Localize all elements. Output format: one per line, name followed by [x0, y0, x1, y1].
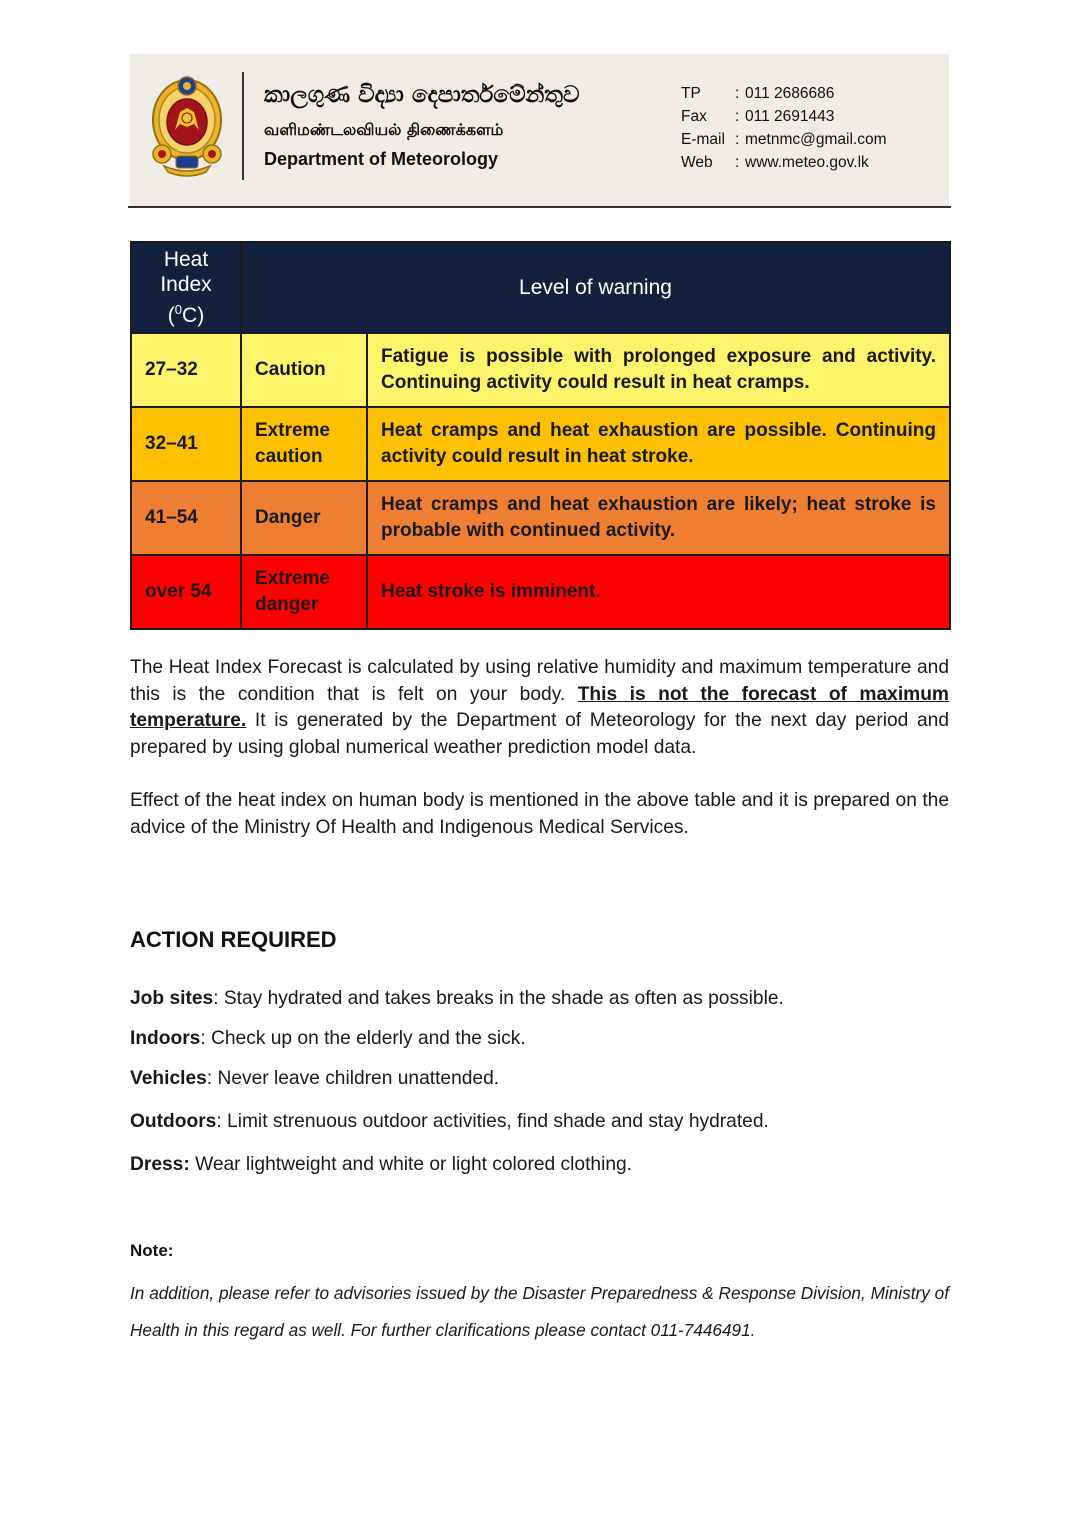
action-required-heading: ACTION REQUIRED	[130, 927, 337, 952]
action-text: Wear lightweight and white or light colored clothing.	[189, 1154, 633, 1175]
warning-level: Caution	[241, 333, 367, 407]
department-name-sinhala: කාලගුණ විද්‍යා දෙපාර්තමේන්තුව	[264, 82, 580, 108]
contact-row-email	[681, 128, 886, 151]
table-row	[131, 333, 950, 407]
contact-row-web	[681, 151, 886, 174]
level-of-warning-header: Level of warning	[241, 242, 950, 333]
warning-level: Extreme caution	[241, 407, 367, 481]
contact-row-tp	[681, 82, 886, 105]
action-item	[130, 1154, 632, 1176]
action-label: Indoors	[130, 1028, 201, 1049]
note-text: In addition, please refer to advisories issued by the Disaster Preparedness & Response Division, Ministry of Health in this regard as well. For further clarifications please contact 011-7446491.	[130, 1283, 949, 1340]
action-item	[130, 988, 784, 1010]
contact-value-phone[interactable]: 011 2686686	[745, 85, 835, 102]
action-text: Check up on the elderly and the sick.	[205, 1028, 526, 1049]
department-name-tamil: வளிமண்டலவியல் திணைக்களம்	[264, 120, 504, 139]
contact-label: Web	[681, 154, 713, 171]
table-row	[131, 407, 950, 481]
header-index-unit-sup: 0	[174, 302, 183, 317]
table-header-row	[131, 242, 950, 333]
warning-description: Heat stroke is imminent.	[367, 555, 950, 629]
action-item	[130, 1068, 499, 1090]
warning-description: Heat cramps and heat exhaustion are possible. Continuing activity could result in heat stroke.	[367, 407, 950, 481]
action-label: Job sites	[130, 988, 214, 1009]
header-divider	[242, 72, 244, 180]
action-separator: :	[206, 1068, 213, 1089]
action-text: Stay hydrated and takes breaks in the shade as often as possible.	[218, 988, 784, 1009]
action-label: Outdoors	[130, 1111, 217, 1132]
header-index-line1: Heat	[163, 248, 209, 271]
header-index-unit-close: C)	[182, 304, 205, 327]
action-separator: :	[200, 1028, 206, 1049]
header-index-line2: Index	[160, 273, 212, 296]
contact-value-website[interactable]: www.meteo.gov.lk	[745, 154, 869, 171]
heat-index-range: 32–41	[131, 407, 241, 481]
warning-description: Heat cramps and heat exhaustion are likely; heat stroke is probable with continued activity.	[367, 481, 950, 555]
warning-level: Extreme danger	[241, 555, 367, 629]
header-index-unit-open: (	[167, 304, 175, 327]
table-row	[131, 555, 950, 629]
action-text: Limit strenuous outdoor activities, find shade and stay hydrated.	[221, 1111, 769, 1132]
heat-index-range: over 54	[131, 555, 241, 629]
contact-separator: :	[735, 131, 740, 148]
action-separator: :	[216, 1111, 222, 1132]
heat-index-column-header	[131, 242, 241, 333]
paragraph-text: The Heat Index Forecast is calculated by using relative humidity and maximum temperature and this is the condition that is felt on your body.	[130, 657, 949, 705]
heat-index-table	[130, 241, 951, 630]
heat-index-explanation	[130, 655, 949, 761]
contact-separator: :	[735, 85, 740, 102]
heat-index-range: 41–54	[131, 481, 241, 555]
contact-label: E-mail	[681, 131, 725, 148]
heat-index-range: 27–32	[131, 333, 241, 407]
contact-label: Fax	[681, 108, 707, 125]
emphasis-text: This is not the forecast of maximum temperature.	[130, 683, 949, 731]
paragraph-text: It is generated by the Department of Meteorology for the next day period and prepared by using global numerical weather prediction model data.	[130, 710, 949, 758]
health-advice-paragraph: Effect of the heat index on human body is mentioned in the above table and it is prepared on the advice of the Ministry Of Health and Indigenous Medical Services.	[130, 790, 949, 838]
contact-separator: :	[735, 154, 740, 171]
contact-block	[681, 82, 886, 174]
department-name-english: Department of Meteorology	[264, 149, 499, 169]
contact-value-fax: 011 2691443	[745, 108, 835, 125]
contact-label: TP	[681, 85, 701, 102]
action-text: Never leave children unattended.	[212, 1068, 500, 1089]
action-item	[130, 1111, 769, 1133]
warning-level: Danger	[241, 481, 367, 555]
contact-value-email[interactable]: metnmc@gmail.com	[745, 131, 887, 148]
contact-row-fax	[681, 105, 886, 128]
action-separator: :	[213, 988, 219, 1009]
warning-description: Fatigue is possible with prolonged exposure and activity. Continuing activity could result in heat cramps.	[367, 333, 950, 407]
contact-separator: :	[735, 108, 740, 125]
action-label: Dress:	[130, 1154, 190, 1175]
note-heading: Note:	[130, 1241, 174, 1260]
action-label: Vehicles	[130, 1068, 207, 1089]
sri-lanka-emblem-icon	[150, 72, 224, 178]
header-rule	[128, 206, 951, 208]
letterhead	[130, 54, 949, 206]
action-item	[130, 1028, 526, 1050]
table-row	[131, 481, 950, 555]
